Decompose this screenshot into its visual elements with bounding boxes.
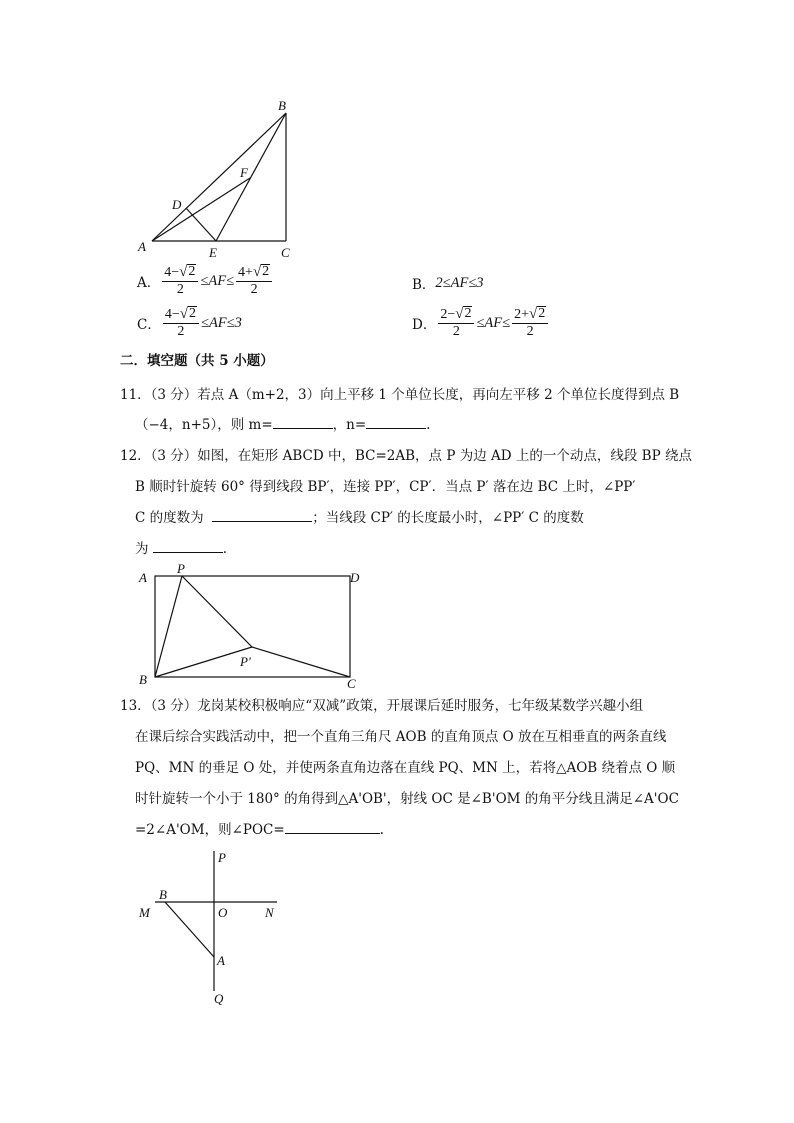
rectangle-abcd bbox=[155, 576, 350, 677]
fraction: 4− √ 2 2 bbox=[162, 264, 198, 298]
segment-ab bbox=[165, 902, 214, 957]
option-b-letter: B． bbox=[412, 277, 436, 293]
question-12-line-2: B 顺时针旋转 60° 得到线段 BP′，连接 PP′，CP′．当点 P′ 落在边 BC 上时，∠PP′ bbox=[135, 479, 636, 495]
label-p: P bbox=[218, 850, 226, 865]
option-d-letter: D． bbox=[412, 317, 437, 333]
answer-blank-m[interactable] bbox=[273, 414, 333, 429]
segment-bp bbox=[155, 576, 182, 677]
figure-q10 bbox=[0, 0, 794, 270]
label-c: C bbox=[281, 245, 290, 260]
inequality: ≤AF≤ bbox=[476, 314, 511, 331]
question-13-line-4: 时针旋转一个小于 180° 的角得到△A'OB'，射线 OC 是∠B'OM 的角平分线且满足∠A'OC bbox=[135, 791, 679, 807]
answer-blank-angle-2[interactable] bbox=[153, 538, 223, 553]
question-13-line-3: PQ、MN 的垂足 O 处，并使两条直角边落在直线 PQ、MN 上，若将△AOB 绕着点 O 顺 bbox=[135, 760, 676, 776]
segment-bp-prime bbox=[155, 647, 252, 677]
figure-q12 bbox=[0, 560, 794, 690]
label-b: B bbox=[159, 887, 167, 902]
question-13-line-1: 13．（3 分）龙岗某校积极响应“双减”政策，开展课后延时服务，七年级某数学兴趣小组 bbox=[120, 698, 644, 714]
question-13-line-2: 在课后综合实践活动中，把一个直角三角尺 AOB 的直角顶点 O 放在互相垂直的两条直线 bbox=[135, 729, 667, 745]
option-d[interactable] bbox=[412, 306, 550, 340]
option-c[interactable] bbox=[137, 306, 242, 340]
segment-cp-prime bbox=[252, 647, 350, 677]
label-p-prime: P′ bbox=[240, 654, 251, 669]
label-o: O bbox=[218, 905, 228, 920]
label-b: B bbox=[139, 672, 147, 687]
segment-pp-prime bbox=[182, 576, 252, 647]
question-12-line-4: 为 . bbox=[135, 536, 227, 562]
option-c-letter: C． bbox=[137, 317, 161, 333]
question-13-line-5: =2∠A'OM，则∠POC= . bbox=[135, 817, 384, 843]
fraction: 4− √ 2 2 bbox=[163, 306, 199, 340]
answer-blank-angle-1[interactable] bbox=[212, 507, 312, 522]
answer-blank-n[interactable] bbox=[366, 414, 426, 429]
question-11-line-2: （−4，n+5），则 m= ，n= . bbox=[135, 412, 430, 438]
option-a[interactable] bbox=[137, 264, 274, 298]
option-b[interactable] bbox=[412, 273, 484, 293]
label-f: F bbox=[240, 165, 248, 180]
label-d: D bbox=[350, 570, 360, 585]
label-m: M bbox=[139, 905, 150, 920]
question-11-line-1: 11．（3 分）若点 A（m+2，3）向上平移 1 个单位长度，再向左平移 2 个单位长度得到点 B bbox=[120, 387, 680, 403]
inequality: ≤AF≤3 bbox=[200, 314, 242, 331]
label-e: E bbox=[209, 245, 217, 260]
fraction: 2− √ 2 2 bbox=[438, 306, 474, 340]
option-b-text: 2≤AF≤3 bbox=[435, 274, 484, 291]
answer-blank-angle-poc[interactable] bbox=[285, 819, 380, 834]
fraction: 4+ √ 2 2 bbox=[236, 264, 272, 298]
figure-q13 bbox=[0, 845, 794, 1015]
segment-ab bbox=[152, 113, 286, 241]
label-a: A bbox=[139, 570, 147, 585]
question-12-line-3: C 的度数为 ；当线段 CP′ 的长度最小时，∠PP′ C 的度数 bbox=[135, 505, 584, 531]
segment-be bbox=[216, 113, 286, 241]
label-n: N bbox=[265, 905, 274, 920]
label-a: A bbox=[217, 953, 225, 968]
label-p: P bbox=[177, 561, 185, 576]
section-heading: 二．填空题（共 5 小题） bbox=[120, 353, 274, 369]
inequality: ≤AF≤ bbox=[200, 272, 235, 289]
label-q: Q bbox=[214, 991, 224, 1006]
question-12-line-1: 12．（3 分）如图，在矩形 ABCD 中，BC=2AB，点 P 为边 AD 上的一个动点，线段 BP 绕点 bbox=[120, 448, 692, 464]
segment-de bbox=[186, 208, 216, 241]
label-a: A bbox=[138, 239, 146, 254]
fraction: 2+ √ 2 2 bbox=[512, 306, 548, 340]
label-d: D bbox=[172, 197, 182, 212]
option-a-letter: A． bbox=[137, 275, 161, 291]
segment-af bbox=[152, 178, 250, 241]
label-b: B bbox=[278, 98, 286, 113]
label-c: C bbox=[347, 676, 356, 691]
